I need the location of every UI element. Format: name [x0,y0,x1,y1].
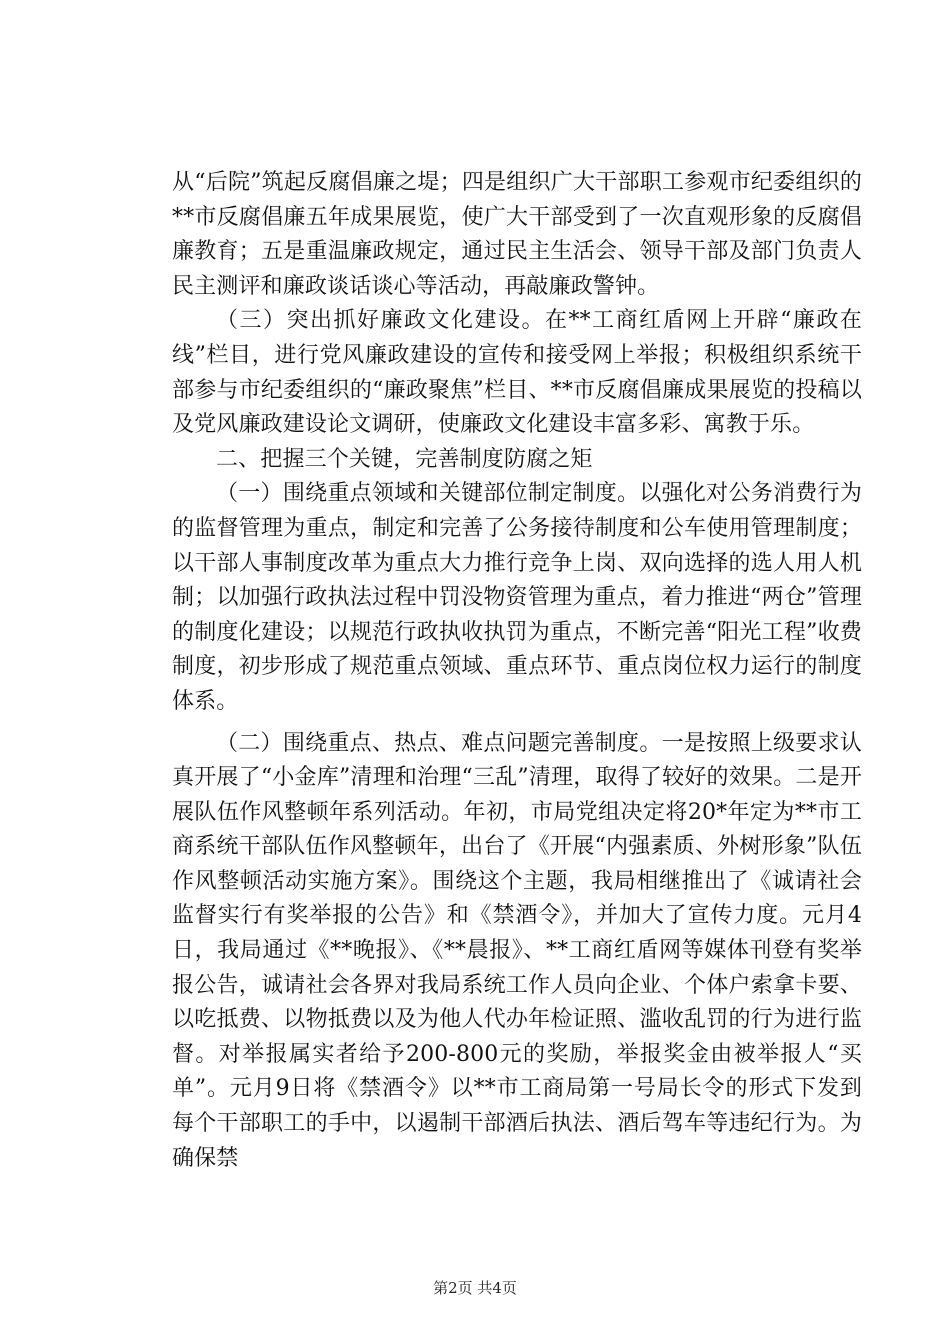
paragraph-section-three: （三）突出抓好廉政文化建设。在**工商红盾网上开辟“廉政在线”栏目，进行党风廉政建设的宣传和接受网上举报；积极组织系统干部参与市纪委组织的“廉政聚焦”栏目、**市反腐倡廉成果展览的投稿以及党风廉政建设论文调研，使廉政文化建设丰富多彩、寓教于乐。 [172,308,862,438]
paragraph-subsection-one: （一）围绕重点领域和关键部位制定制度。以强化对公务消费行为的监督管理为重点，制定和完善了公务接待制度和公车使用管理制度；以干部人事制度改革为重点大力推行竞争上岗、双向选择的选人用人机制；以加强行政执法过程中罚没物资管理为重点，着力推进“两仓”管理的制度化建设；以规范行政执收执罚为重点，不断完善“阳光工程”收费制度，初步形成了规范重点领域、重点环节、重点岗位权力运行的制度体系。 [172,481,862,714]
paragraph-subsection-two: （二）围绕重点、热点、难点问题完善制度。一是按照上级要求认真开展了“小金库”清理和治理“三乱”清理，取得了较好的效果。二是开展队伍作风整顿年系列活动。年初，市局党组决定将20*年定为**市工商系统干部队伍作风整顿年，出台了《开展“内强素质、外树形象”队伍作风整顿活动实施方案》。围绕这个主题，我局相继推出了《诚请社会监督实行有奖举报的公告》和《禁酒令》，并加大了宣传力度。元月4日，我局通过《**晚报》、《**晨报》、**工商红盾网等媒体刊登有奖举报公告，诚请社会各界对我局系统工作人员向企业、个体户索拿卡要、以吃抵费、以物抵费以及为他人代办年检证照、滥收乱罚的行为进行监督。对举报属实者给予200-800元的奖励，举报奖金由被举报人“买单”。元月9日将《禁酒令》以**市工商局第一号局长令的形式下发到每个干部职工的手中，以遏制干部酒后执法、酒后驾车等违纪行为。为确保禁 [172,730,862,1171]
document-body [172,166,862,1176]
page-footer: 第2页 共4页 [433,1279,517,1297]
paragraph-continuation: 从“后院”筑起反腐倡廉之堤；四是组织广大干部职工参观市纪委组织的**市反腐倡廉五年成果展览，使广大干部受到了一次直观形象的反腐倡廉教育；五是重温廉政规定，通过民主生活会、领导干部及部门负责人民主测评和廉政谈话谈心等活动，再敲廉政警钟。 [172,170,862,299]
section-heading-two: 二、把握三个关键，完善制度防腐之矩 [216,446,593,472]
